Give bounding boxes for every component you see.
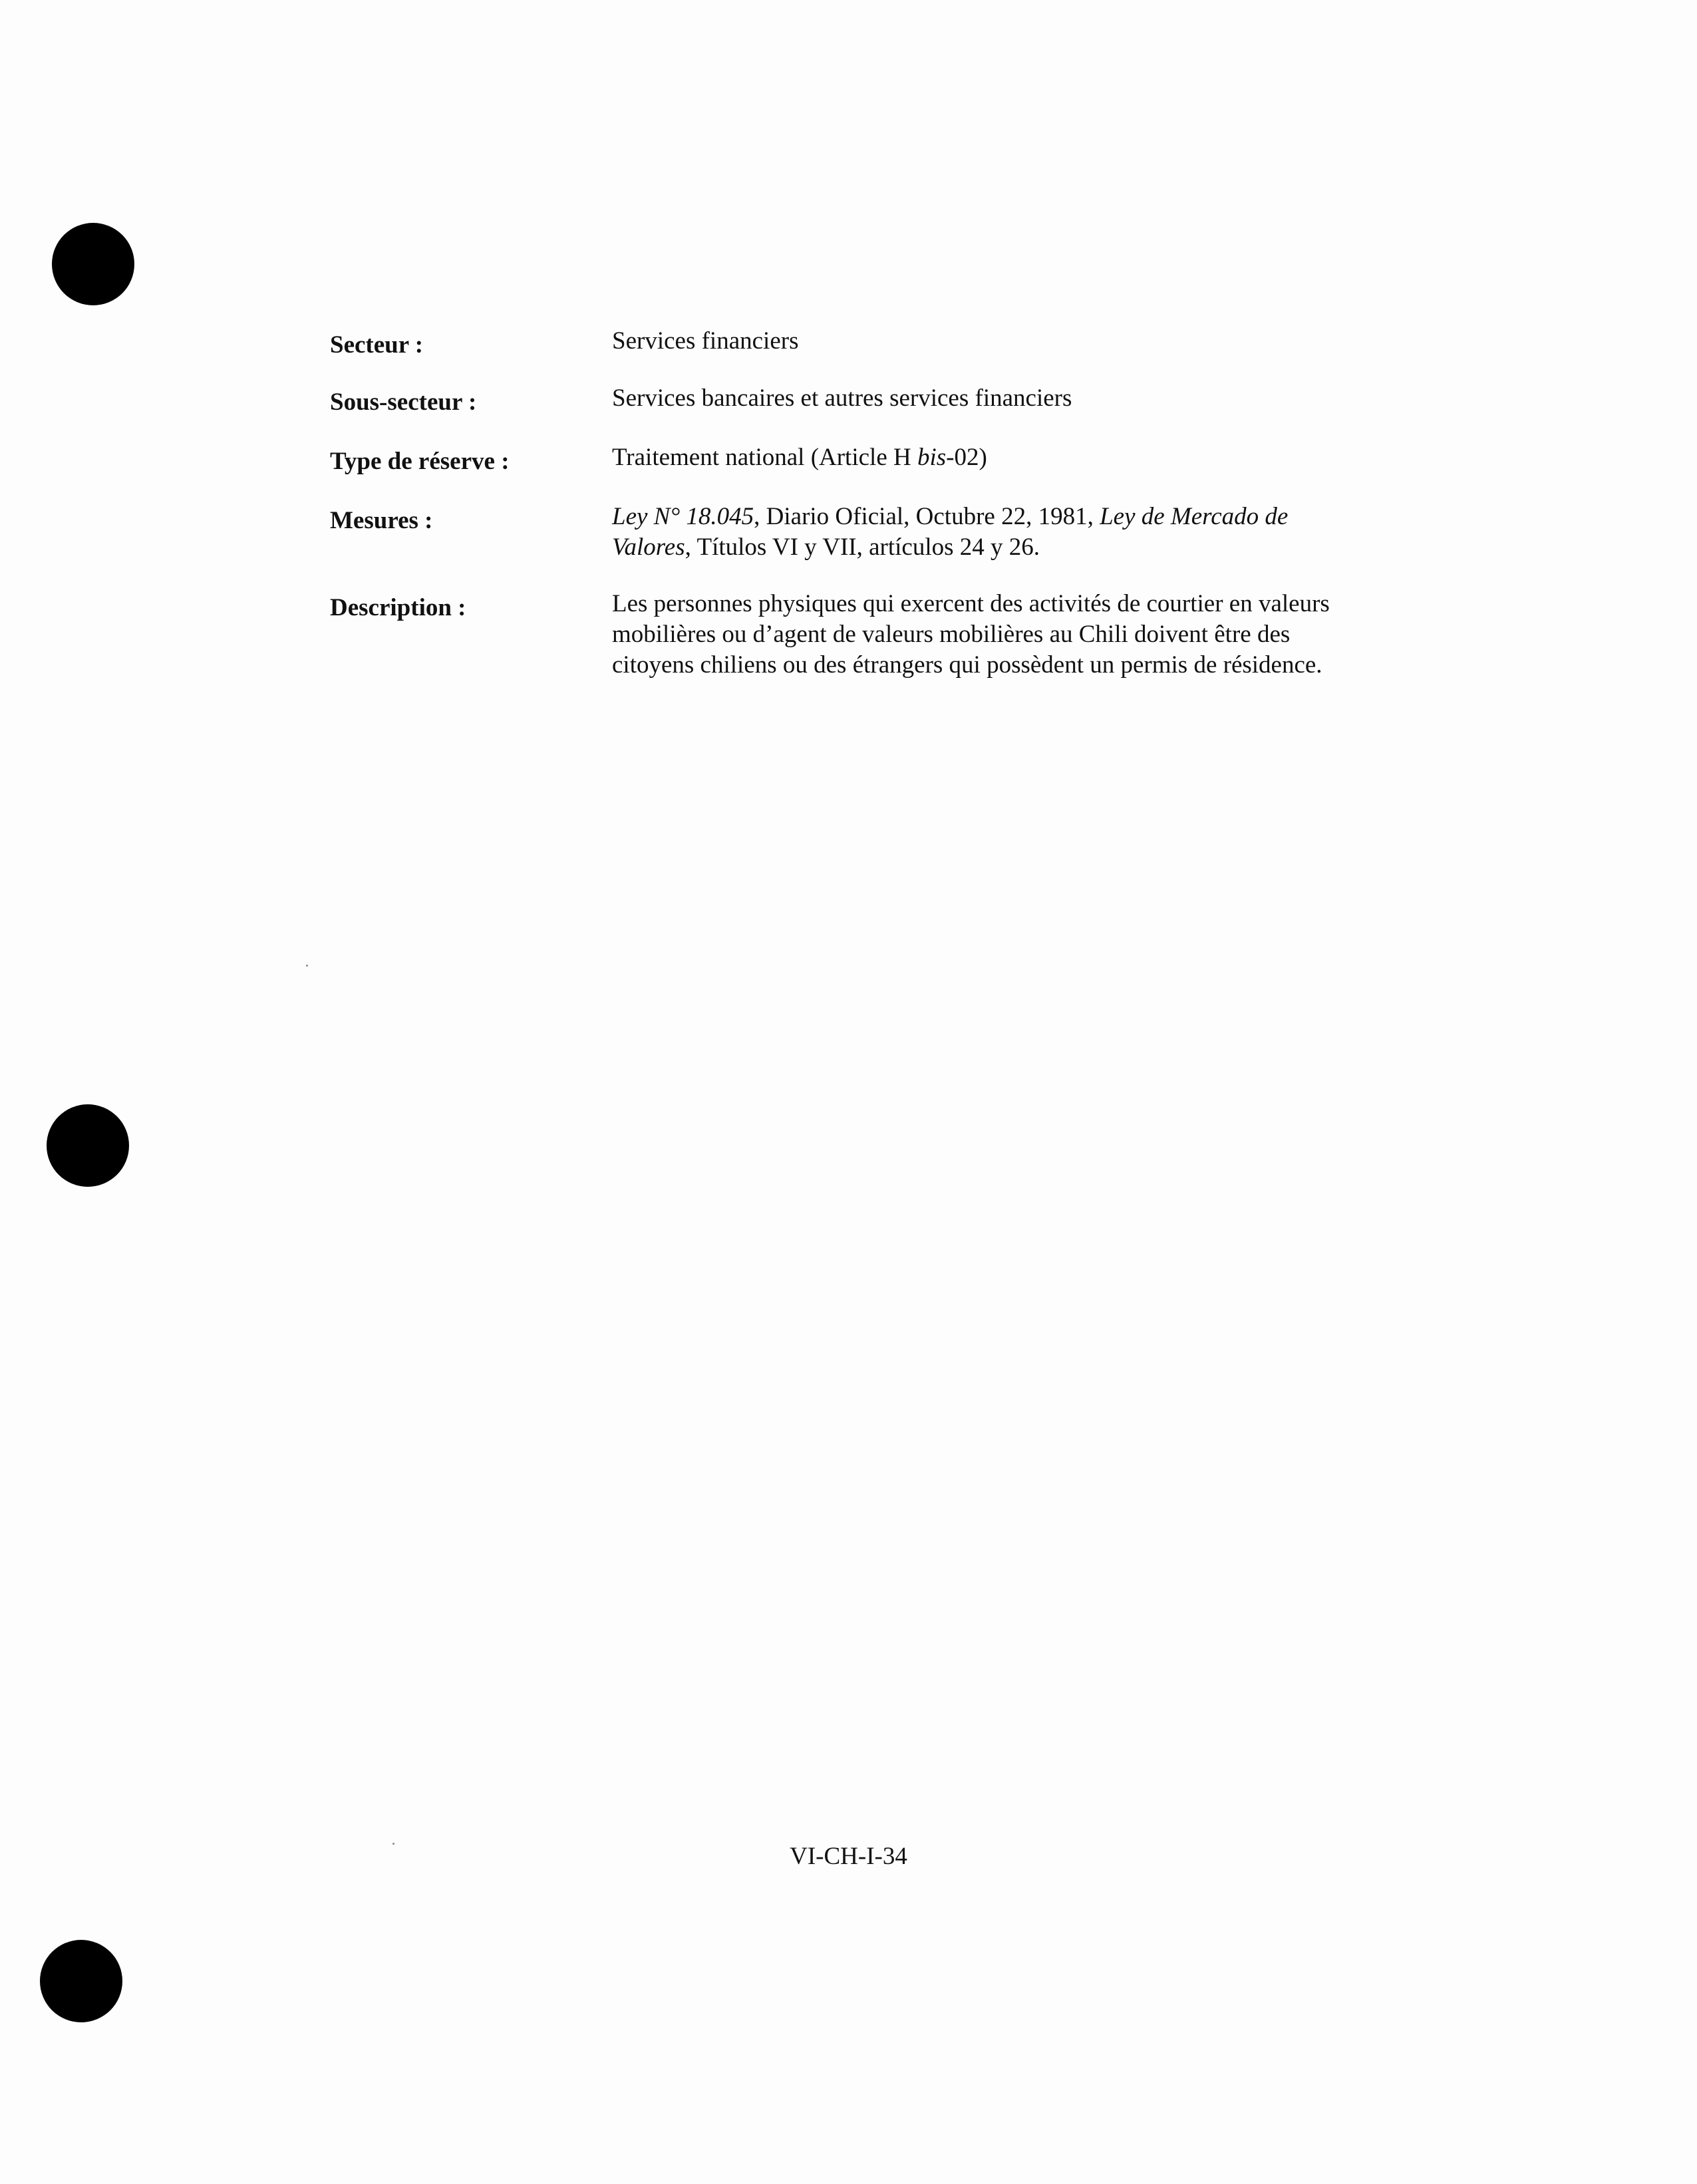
sous-secteur-label: Sous-secteur :: [330, 389, 477, 416]
mesures-law-title: Ley de Mercado de Valores: [612, 503, 1289, 561]
sous-secteur-value: Services bancaires et autres services financiers: [612, 385, 1072, 412]
mesures-value: [612, 502, 1368, 563]
scan-speck: [306, 965, 308, 967]
mesures-text-1: , Diario Oficial, Octubre 22, 1981,: [754, 503, 1100, 530]
mesures-label: Mesures :: [330, 507, 433, 534]
row-sous-secteur: [330, 383, 1368, 418]
page-identifier: VI-CH-I-34: [790, 1843, 907, 1870]
description-value: Les personnes physiques qui exercent des activités de courtier en valeurs mobilières ou d’agent de valeurs mobilières au Chili doivent être des citoyens chiliens ou des étrangers qui possèdent un permis de résidence.: [612, 590, 1330, 679]
reservation-entry: [330, 326, 1368, 681]
row-mesures: [330, 502, 1368, 563]
row-secteur: [330, 326, 1368, 361]
type-de-reserve-text-1: Traitement national (Article H: [612, 444, 917, 471]
type-de-reserve-italic: bis: [917, 444, 947, 471]
secteur-label: Secteur :: [330, 331, 424, 359]
secteur-value: Services financiers: [612, 327, 799, 355]
binder-hole-top: [52, 223, 134, 305]
mesures-text-2: , Títulos VI y VII, artículos 24 y 26.: [685, 534, 1040, 561]
type-de-reserve-value: [612, 442, 1368, 473]
type-de-reserve-label: Type de réserve :: [330, 448, 510, 475]
binder-hole-bottom: [40, 1940, 122, 2022]
binder-hole-middle: [47, 1104, 129, 1187]
mesures-law-number: Ley N° 18.045: [612, 503, 754, 530]
row-type-de-reserve: [330, 442, 1368, 477]
row-description: [330, 589, 1368, 681]
type-de-reserve-text-2: -02): [946, 444, 987, 471]
description-label: Description :: [330, 594, 466, 621]
